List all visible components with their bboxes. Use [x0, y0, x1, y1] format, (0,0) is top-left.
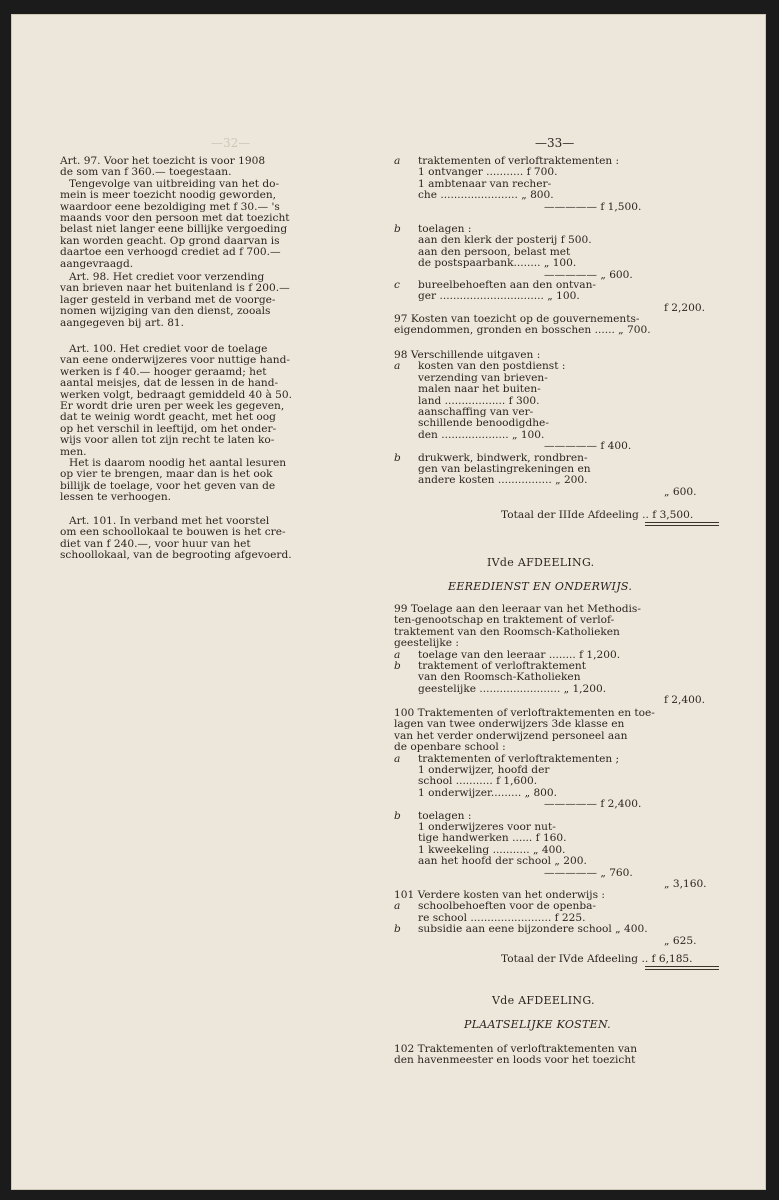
text-line: daartoe een verhoogd crediet ad f 700.—	[60, 246, 281, 259]
item-100	[394, 708, 724, 891]
text-line: 1 kweekeling ........... „ 400.	[418, 843, 566, 856]
item-102	[394, 1044, 724, 1067]
text-line: nomen wijziging van den dienst, zooals	[60, 305, 271, 318]
text-line: van brieven naar het buitenland is f 200.—	[60, 282, 290, 295]
page-number: —33—	[535, 136, 575, 150]
text-line: toelagen :	[418, 223, 472, 235]
text-line: 97 Kosten van toezicht op de gouvernements-	[394, 313, 640, 325]
text-line: op vier te brengen, maar dan is het ook	[60, 468, 273, 481]
item-letter: b	[394, 923, 401, 936]
text-line: che ....................... „ 800.	[418, 189, 554, 202]
text-line: mein is meer toezicht noodig geworden,	[60, 189, 277, 202]
rule	[645, 525, 719, 526]
text-line: ten-genootschap en traktement of verlof-	[394, 614, 615, 627]
item-101	[394, 890, 724, 947]
rule	[645, 969, 719, 970]
item-98	[394, 350, 724, 498]
item-97	[394, 314, 724, 337]
item-99-total: f 2,400.	[664, 694, 705, 707]
text-line: de postspaarbank........ „ 100.	[418, 257, 577, 270]
article-101	[60, 516, 292, 562]
text-line: Art. 100. Het crediet voor de toelage	[69, 343, 268, 355]
text-line: wijs voor allen tot zijn recht te laten ko-	[60, 434, 275, 447]
article-98	[60, 272, 292, 329]
text-line: Art. 101. In verband met het voorstel	[69, 515, 270, 527]
text-line: aantal meisjes, dat de lessen in de hand-	[60, 377, 279, 390]
text-line: men.	[60, 445, 87, 458]
text-line: schoolbehoeften voor de openba-	[418, 900, 597, 913]
text-line: schillende benoodigdhe-	[418, 417, 549, 430]
item-letter: b	[394, 660, 401, 673]
text-line: lessen te verhoogen.	[60, 491, 172, 504]
section-iv-title: IVde AFDEELING.	[487, 556, 595, 569]
text-line: bureelbehoeften aan den ontvan-	[418, 279, 596, 291]
section-v-title: Vde AFDEELING.	[492, 994, 595, 1007]
text-line: andere kosten ................ „ 200.	[418, 474, 588, 487]
text-line: malen naar het buiten-	[418, 383, 541, 396]
rule	[645, 522, 719, 523]
text-line: 100 Traktementen of verloftraktementen en toe-	[394, 707, 655, 719]
text-line: 102 Traktementen of verloftraktementen van	[394, 1043, 638, 1055]
text-line: werken is f 40.— hooger geraamd; het	[60, 365, 267, 378]
text-line: traktement of verloftraktement	[418, 660, 586, 673]
text-line: schoollokaal, van de begrooting afgevoerd.	[60, 549, 292, 562]
text-line: eigendommen, gronden en bosschen ...... „ 700.	[394, 324, 651, 337]
text-line: 1 ontvanger ........... f 700.	[418, 166, 558, 179]
text-line: waardoor eene bezoldiging met f 30.— 's	[60, 200, 280, 213]
text-line: werken volgt, bedraagt gemiddeld 40 à 50.	[60, 388, 292, 401]
text-line: kan worden geacht. Op grond daarvan is	[60, 234, 280, 247]
text-line: de openbare school :	[394, 741, 506, 754]
text-line: aangevraagd.	[60, 257, 134, 270]
text-line: aangegeven bij art. 81.	[60, 316, 185, 329]
text-line: den havenmeester en loods voor het toezicht	[394, 1054, 636, 1067]
subtotal-line: ————— „ 760.	[544, 866, 633, 879]
text-line: dat te weinig wordt geacht, met het oog	[60, 411, 276, 424]
text-line: drukwerk, bindwerk, rondbren-	[418, 451, 588, 464]
text-line: subsidie aan eene bijzondere school „ 400.	[418, 923, 648, 936]
text-line: Art. 98. Het crediet voor verzending	[69, 271, 265, 283]
text-line: 101 Verdere kosten van het onderwijs :	[394, 889, 605, 901]
item-letter: b	[394, 809, 401, 822]
text-line: 99 Toelage aan den leeraar van het Methodis-	[394, 603, 641, 615]
text-line: toelage van den leeraar ........ f 1,200.	[418, 648, 621, 661]
item-letter: a	[394, 900, 401, 913]
subtotal-line: ————— f 1,500.	[544, 200, 642, 213]
text-line: gen van belastingrekeningen en	[418, 463, 591, 476]
item-96-total: f 2,200.	[664, 301, 705, 314]
item-letter: a	[394, 752, 401, 765]
text-line: lagen van twee onderwijzers 3de klasse en	[394, 718, 625, 731]
text-line: belast niet langer eene billijke vergoeding	[60, 223, 288, 236]
item-letter: b	[394, 223, 401, 235]
text-line: kosten van den postdienst :	[418, 360, 566, 373]
text-line: van den Roomsch-Katholieken	[418, 671, 581, 684]
text-line: traktement van den Roomsch-Katholieken	[394, 625, 620, 638]
text-line: lager gesteld in verband met de voorge-	[60, 293, 276, 306]
text-line: 1 ambtenaar van recher-	[418, 177, 552, 190]
text-line: 1 onderwijzer......... „ 800.	[418, 786, 558, 799]
item-100-total: „ 3,160.	[664, 878, 707, 891]
text-line: aan het hoofd der school „ 200.	[418, 855, 587, 868]
text-line: land .................. f 300.	[418, 394, 540, 407]
article-100	[60, 344, 292, 504]
text-line: traktementen of verloftraktementen ;	[418, 752, 620, 765]
item-96-a	[394, 156, 724, 213]
text-line: billijk de toelage, voor het geven van de	[60, 479, 276, 492]
item-letter: a	[394, 648, 401, 661]
text-line: op het verschil in leeftijd, om het onder-	[60, 422, 277, 435]
text-line: Art. 97. Voor het toezicht is voor 1908	[60, 155, 266, 167]
article-97	[60, 156, 292, 270]
text-line: den .................... „ 100.	[418, 428, 545, 441]
text-line: aanschaffing van ver-	[418, 406, 534, 419]
text-line: traktementen of verloftraktementen :	[418, 155, 620, 167]
section-iv-subtitle: EEREDIENST EN ONDERWIJS.	[448, 580, 633, 593]
text-line: re school ........................ f 225.	[418, 911, 586, 924]
text-line: aan den persoon, belast met	[418, 245, 571, 258]
text-line: geestelijke :	[394, 637, 459, 650]
text-line: verzending van brieven-	[418, 371, 548, 384]
text-line: diet van f 240.—, voor huur van het	[60, 537, 251, 550]
text-line: Tengevolge van uitbreiding van het do-	[69, 177, 280, 190]
text-line: de som van f 360.— toegestaan.	[60, 166, 232, 179]
item-letter: a	[394, 155, 401, 167]
item-letter: c	[394, 279, 400, 291]
text-line: van eene onderwijzeres voor nuttige hand-	[60, 354, 290, 367]
item-letter: b	[394, 451, 401, 464]
text-line: van het verder onderwijzend personeel aan	[394, 729, 628, 742]
item-letter: a	[394, 360, 401, 373]
subtotal-line: ————— „ 600.	[544, 268, 633, 281]
text-line: 1 onderwijzer, hoofd der	[418, 764, 550, 777]
item-96-c	[394, 280, 724, 314]
total-section-III: Totaal der IIIde Afdeeling .. f 3,500.	[501, 509, 694, 521]
text-line: maands voor den persoon met dat toezicht	[60, 212, 290, 225]
item-98-total: „ 600.	[664, 485, 697, 498]
text-line: Het is daarom noodig het aantal lesuren	[69, 457, 287, 470]
text-line: 1 onderwijzeres voor nut-	[418, 821, 556, 834]
text-line: om een schoollokaal te bouwen is het cre-	[60, 526, 286, 539]
text-line: toelagen :	[418, 809, 472, 822]
text-line: aan den klerk der posterij f 500.	[418, 234, 592, 247]
document-page	[11, 14, 766, 1190]
text-line: geestelijke ........................ „ 1,200.	[418, 682, 607, 695]
section-v-subtitle: PLAATSELIJKE KOSTEN.	[464, 1018, 611, 1031]
item-99	[394, 604, 724, 707]
text-line: school ........... f 1,600.	[418, 775, 538, 788]
item-96-b	[394, 224, 724, 281]
item-101-total: „ 625.	[664, 934, 697, 947]
item-heading: 98 Verschillende uitgaven :	[394, 349, 541, 361]
subtotal-line: ————— f 2,400.	[544, 798, 642, 811]
text-line: tige handwerken ...... f 160.	[418, 832, 567, 845]
total-section-IV: Totaal der IVde Afdeeling .. f 6,185.	[501, 953, 693, 965]
text-line: ger ............................... „ 100.	[418, 290, 580, 303]
rule	[645, 966, 719, 967]
subtotal-line: ————— f 400.	[544, 440, 632, 453]
show-through-page-number: —32—	[211, 136, 251, 150]
text-line: Er wordt drie uren per week les gegeven,	[60, 400, 285, 413]
